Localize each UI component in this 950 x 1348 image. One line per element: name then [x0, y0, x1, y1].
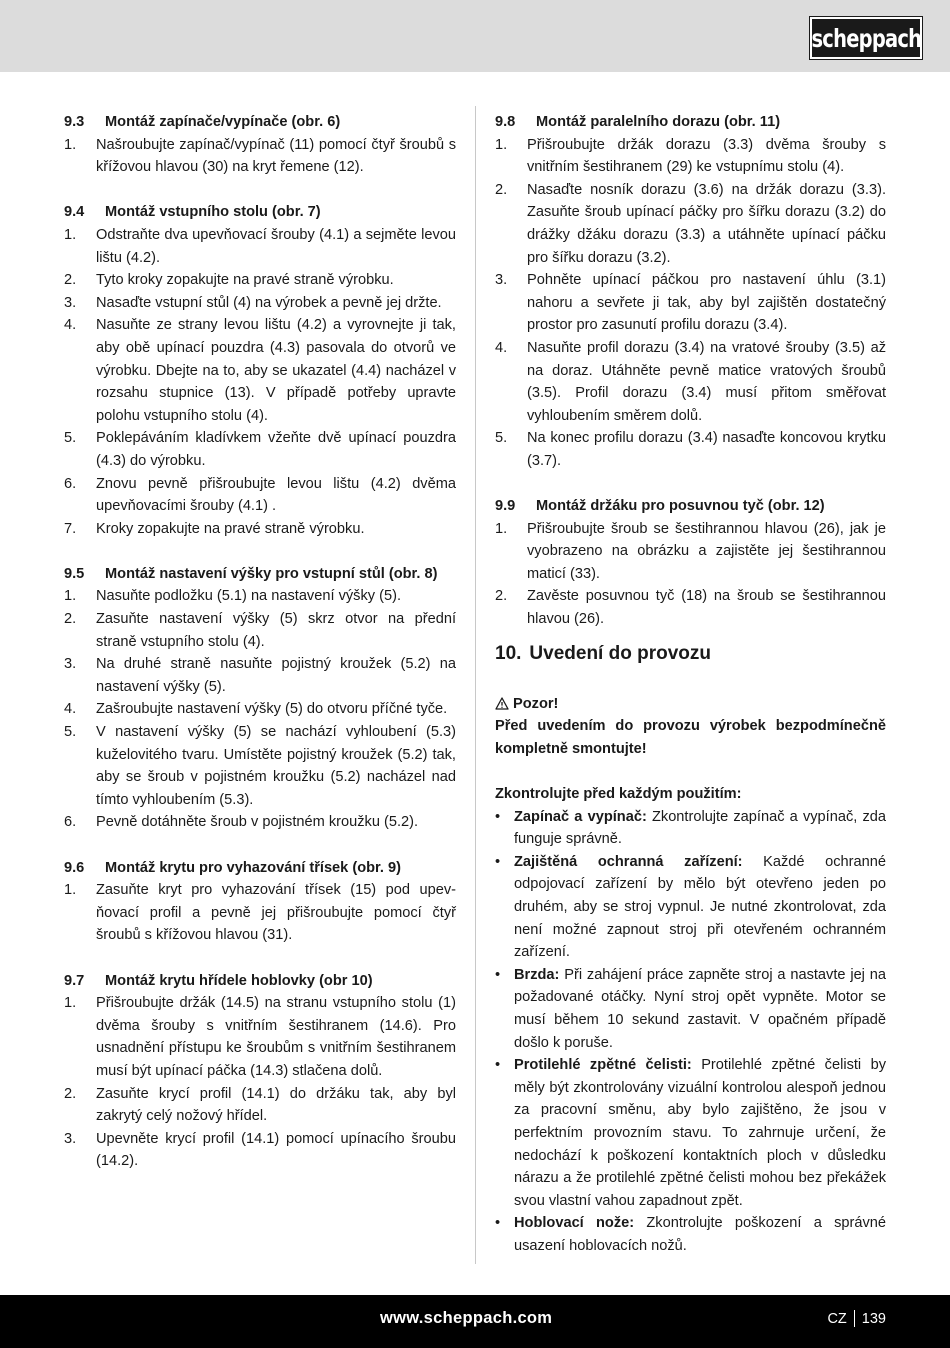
- section-title: Montáž držáku pro posuvnou tyč (obr. 12): [536, 498, 825, 515]
- footer-bar: [0, 1295, 950, 1348]
- logo-text: scheppach: [811, 23, 921, 53]
- list-item: [64, 292, 456, 315]
- list-item: [64, 608, 456, 653]
- item-text: Přišroubujte držák (14.5) na stranu vstupního stolu (1) dvěma šrouby s vnitřním šestihranem (14.6). Pro usnadnění přístupu ke šroubům s vnitřním šestihranem musí být upínací páčka (14.3) stlačena dolů.: [96, 995, 456, 1079]
- section-heading: [64, 563, 456, 586]
- bullet-dot: •: [495, 1215, 501, 1232]
- list-item: [64, 314, 456, 427]
- bullet-text: Protilehlé zpětné čelisti by měly být zkontrolovány vizuální kontrolou alespoň jednou za pracovní směnu, aby bylo zajištěno, že jsou v perfektním provozním stavu. To zahrnuje určení, že nedochází k poškození kontaktních ploch v důsledku nárazu a že protilehlé zpětné čelisti mohou bez překážek svou vlastní vahou zapadnout zpět.: [514, 1057, 886, 1209]
- bullet-text: Každé ochranné odpojovací zařízení by mělo být otevřeno jeden po druhém, aby se stroj vypnul. Je nutné zkontrolovat, zda není možné zapnout stroj při otevřeném ochranném zařízení.: [514, 853, 886, 961]
- section-9-6: [64, 857, 456, 947]
- item-number: 2.: [64, 1085, 77, 1102]
- warning-label: Pozor!: [513, 695, 559, 712]
- warning-title: [495, 693, 886, 716]
- item-number: 3.: [495, 272, 508, 289]
- item-number: 1.: [64, 136, 77, 153]
- item-number: 6.: [64, 814, 77, 831]
- section-9-3: [64, 111, 456, 179]
- item-number: 3.: [64, 656, 77, 673]
- list-item: [64, 224, 456, 269]
- item-text: Nasaďte nosník dorazu (3.6) na držák dorazu (3.3). Zasuňte šroub upínací páčky pro šířku dorazu (3.2) do drážky džáku dorazu (3.3) a utáhněte upínací páčku pro šířku dorazu (3.2).: [527, 181, 886, 266]
- item-text: Tyto kroky zopakujte na pravé straně výrobku.: [96, 272, 394, 289]
- item-number: 3.: [64, 1130, 77, 1147]
- section-number: 9.3: [64, 114, 85, 130]
- bullet-label: Zajištěná ochranná zařízení:: [514, 853, 743, 870]
- item-text: Zasuňte nastavení výšky (5) skrz otvor na přední straně vstupního stolu (4).: [96, 611, 456, 650]
- section-number: 9.8: [495, 114, 516, 130]
- item-number: 6.: [64, 475, 77, 492]
- chapter-heading: [495, 641, 886, 667]
- section-number: 9.9: [495, 498, 516, 515]
- section-title: Montáž krytu hřídele hoblovky (obr 10): [105, 972, 373, 989]
- item-text: Přišroubujte šroub se šestihrannou hlavou (26), jak je vyobrazeno na obrázku a zajistěte jej šestihrannou maticí (33).: [527, 520, 886, 582]
- item-number: 1.: [64, 882, 77, 899]
- left-column: [64, 111, 456, 1173]
- bullet-text: Zkontrolujte poškození a správné usazení hoblovacích nožů.: [514, 1215, 887, 1254]
- bullet-item: [495, 964, 886, 1054]
- item-number: 3.: [64, 294, 77, 311]
- section-number: 9.5: [64, 565, 85, 582]
- item-text: Pohněte upínací páčkou pro nastavení úhlu (3.1) nahoru a sevřete ji tak, aby byl zajištěn dostatečný prostor pro zasunutí profilu dorazu (3.4).: [527, 272, 886, 334]
- list-item: [495, 518, 886, 586]
- section-9-5: [64, 563, 456, 834]
- section-title: Montáž nastavení výšky pro vstupní stůl (obr. 8): [105, 565, 438, 582]
- item-number: 2.: [64, 272, 77, 289]
- warning-text: Před uvedením do provozu výrobek bezpodmínečně kompletně smontujte!: [495, 718, 886, 757]
- check-block: [495, 783, 886, 1257]
- item-text: Znovu pevně přišroubujte levou lištu (4.2) dvěma upevňovacími šrouby (4.1) .: [96, 475, 456, 515]
- item-text: Zasuňte krycí profil (14.1) do držáku tak, aby byl zakrytý celý nožový hřídel.: [96, 1085, 456, 1125]
- item-number: 1.: [64, 995, 77, 1012]
- section-9-8: [495, 111, 886, 473]
- item-number: 5.: [64, 724, 77, 741]
- item-text: Nasaďte vstupní stůl (4) na výrobek a pevně jej držte.: [96, 294, 442, 311]
- list-item: [64, 585, 456, 608]
- warning-block: [495, 693, 886, 761]
- item-text: Nasuňte profil dorazu (3.4) na vratové šrouby (3.5) až na doraz. Utáhněte pevně matice vratových šroubů (3.5). Profil dorazu (3.4) musí přitom směřovat vyhloubením směrem dolů.: [527, 339, 886, 424]
- item-number: 4.: [495, 339, 508, 356]
- item-number: 5.: [495, 430, 508, 447]
- header-band: [0, 0, 950, 72]
- scheppach-logo: [810, 17, 922, 59]
- list-item: [495, 427, 886, 472]
- list-item: [495, 269, 886, 337]
- bullet-text: Při zahájení práce zapněte stroj a nastavte jej na požadované otáčky. Nyní stroj opět vypněte. Motor se musí během 10 sekund zastavit. V opačném případě došlo k poruše.: [514, 966, 886, 1051]
- item-text: Na druhé straně nasuňte pojistný kroužek (5.2) na nastavení výšky (5).: [96, 656, 456, 695]
- bullet-label: Zapínač a vypínač:: [514, 808, 647, 825]
- list-item: [64, 653, 456, 698]
- bullet-text: Zkontrolujte zapínač a vypínač, zda funguje správně.: [514, 808, 886, 848]
- item-number: 2.: [64, 611, 77, 628]
- section-number: 9.6: [64, 859, 85, 876]
- bullet-item: [495, 806, 886, 851]
- list-item: [64, 1083, 456, 1128]
- footer-page-info: [827, 1310, 886, 1327]
- chapter-number: 10.: [495, 642, 522, 664]
- list-item: [64, 427, 456, 472]
- section-number: 9.4: [64, 204, 85, 221]
- item-text: Zašroubujte nastavení výšky (5) do otvoru příčné tyče.: [96, 701, 448, 718]
- list-item: [64, 134, 456, 179]
- list-item: [64, 698, 456, 721]
- item-number: 1.: [64, 588, 77, 605]
- bullet-item: [495, 1054, 886, 1212]
- bullet-item: [495, 1212, 886, 1257]
- footer-separator: [854, 1310, 855, 1327]
- section-9-9: [495, 495, 886, 631]
- section-heading: [64, 857, 456, 880]
- section-9-4: [64, 201, 456, 540]
- item-text: Odstraňte dva upevňovací šrouby (4.1) a sejměte levou lištu (4.2).: [96, 226, 456, 266]
- list-item: [64, 518, 456, 541]
- right-column: [495, 111, 886, 1258]
- page-number: 139: [861, 1310, 886, 1327]
- item-number: 1.: [495, 520, 508, 537]
- item-text: Zasuňte kryt pro vyhazování třísek (15) pod upevňovací profil a pevně jej přišroubujte pomocí čtyř šroubů s křížovou hlavou (31).: [96, 882, 456, 944]
- list-item: [495, 337, 886, 427]
- item-text: Upevněte krycí profil (14.1) pomocí upínacího šroubu (14.2).: [96, 1130, 456, 1170]
- section-heading: [495, 111, 886, 134]
- item-text: Nasuňte ze strany levou lištu (4.2) a vyrovnejte ji tak, aby obě upínací pouzdra (4.3) pasovala do otvorů ve výrobku. Dbejte na to, aby se ukazatel (4.4) nacházel v rozsahu stupnice (13). V případě potřeby upravte polohu vstupního stolu (4).: [96, 317, 456, 424]
- item-text: Zavěste posuvnou tyč (18) na šroub se šestihrannou hlavou (26).: [527, 588, 886, 628]
- list-item: [64, 721, 456, 811]
- list-item: [495, 179, 886, 269]
- column-divider: [475, 106, 476, 1264]
- section-heading: [64, 111, 456, 134]
- bullet-label: Brzda:: [514, 966, 560, 983]
- item-number: 4.: [64, 701, 77, 718]
- item-text: Na konec profilu dorazu (3.4) nasaďte koncovou krytku (3.7).: [527, 430, 886, 469]
- list-item: [495, 585, 886, 630]
- item-number: 1.: [495, 136, 508, 153]
- bullet-item: [495, 851, 886, 964]
- bullet-label: Protilehlé zpětné čelisti:: [514, 1057, 692, 1074]
- section-heading: [495, 495, 886, 518]
- check-title: Zkontrolujte před každým použitím:: [495, 786, 742, 803]
- item-number: 7.: [64, 520, 77, 537]
- section-number: 9.7: [64, 972, 85, 989]
- item-text: Přišroubujte držák dorazu (3.3) dvěma šrouby s vnitřním šestihranem (29) ke vstupnímu stolu (4).: [527, 136, 886, 176]
- list-item: [495, 134, 886, 179]
- bullet-label: Hoblovací nože:: [514, 1215, 635, 1232]
- item-number: 1.: [64, 226, 77, 243]
- list-item: [64, 811, 456, 834]
- chapter-title: Uvedení do provozu: [529, 642, 711, 664]
- item-number: 2.: [495, 588, 508, 605]
- section-heading: [64, 970, 456, 993]
- language-code: CZ: [827, 1310, 847, 1327]
- list-item: [64, 992, 456, 1082]
- item-text: Našroubujte zapínač/vypínač (11) pomocí čtyř šroubů s křížovou hlavou (30) na kryt řemene (12).: [96, 136, 456, 176]
- list-item: [64, 269, 456, 292]
- item-number: 4.: [64, 317, 77, 334]
- bullet-dot: •: [495, 808, 501, 825]
- section-heading: [64, 201, 456, 224]
- bullet-dot: •: [495, 966, 501, 983]
- section-9-7: [64, 970, 456, 1173]
- item-text: V nastavení výšky (5) se nachází vyhloubení (5.3) kuželovitého tvaru. Umístěte pojistný kroužek (5.2) tak, aby se šroub v pojistném kroužku (5.2) nacházel nad tímto vyhloubením (5.3).: [96, 724, 456, 808]
- list-item: [64, 879, 456, 947]
- footer-website-link[interactable]: www.scheppach.com: [380, 1309, 553, 1327]
- item-number: 2.: [495, 181, 508, 198]
- section-title: Montáž vstupního stolu (obr. 7): [105, 204, 321, 221]
- item-number: 5.: [64, 430, 77, 447]
- list-item: [64, 1128, 456, 1173]
- bullet-dot: •: [495, 853, 501, 870]
- item-text: Pevně dotáhněte šroub v pojistném kroužku (5.2).: [96, 814, 419, 831]
- item-text: Kroky zopakujte na pravé straně výrobku.: [96, 520, 365, 537]
- list-item: [64, 473, 456, 518]
- item-text: Nasuňte podložku (5.1) na nastavení výšky (5).: [96, 588, 402, 605]
- item-text: Poklepáváním kladívkem vžeňte dvě upínací pouzdra (4.3) do výrobku.: [96, 430, 456, 469]
- section-title: Montáž paralelního dorazu (obr. 11): [536, 114, 781, 130]
- bullet-dot: •: [495, 1057, 501, 1074]
- section-title: Montáž zapínače/vypínače (obr. 6): [105, 114, 341, 130]
- warning-triangle-icon: [495, 697, 509, 710]
- section-title: Montáž krytu pro vyhazování třísek (obr. 9): [105, 859, 401, 876]
